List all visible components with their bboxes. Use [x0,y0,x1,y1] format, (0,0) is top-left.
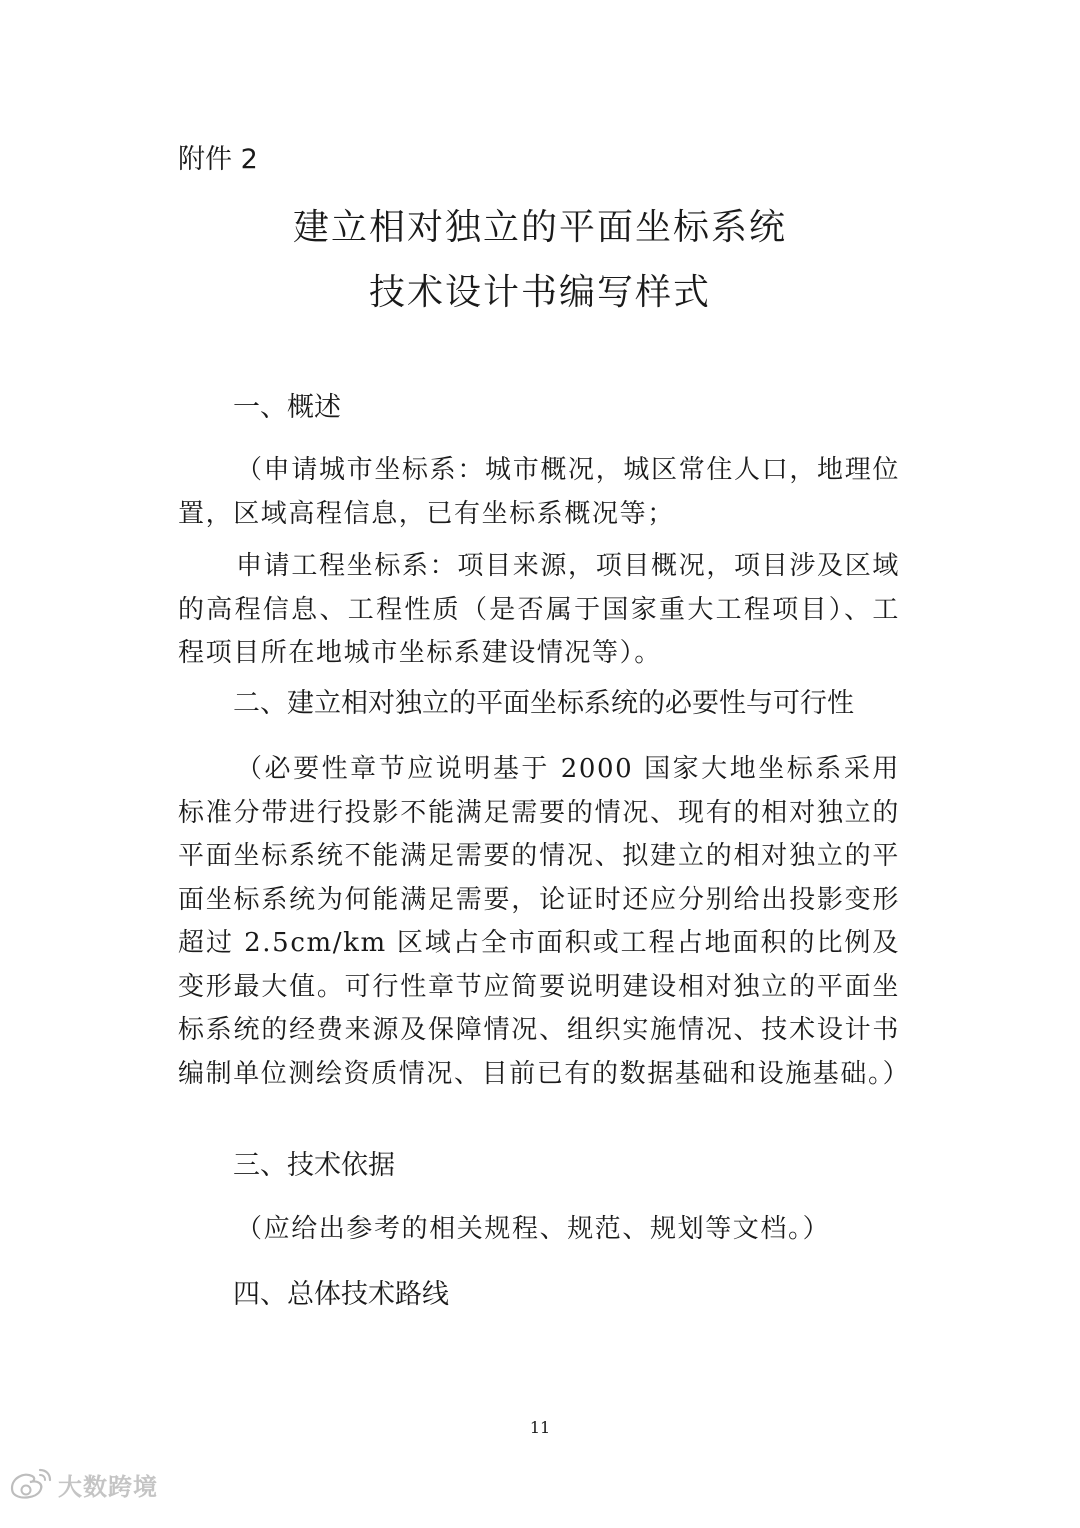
section-paragraph: 申请工程坐标系：项目来源，项目概况，项目涉及区域的高程信息、工程性质（是否属于国家重大工程项目）、工程项目所在地城市坐标系建设情况等）。 [178,551,900,668]
weibo-logo-icon [6,1464,54,1504]
watermark [6,1462,158,1506]
section-heading-technical-route: 四、总体技术路线 [233,1279,449,1310]
document-title-line-1: 建立相对独立的平面坐标系统 [292,207,787,248]
section-paragraph: （应给出参考的相关规程、规范、规划等文档。） [236,1214,831,1244]
section-paragraph: （必要性章节应说明基于 2000 国家大地坐标系采用标准分带进行投影不能满足需要的情况、现有的相对独立的平面坐标系统不能满足需要的情况、拟建立的相对独立的平面坐标系统为何能满足需要，论证时还应分别给出投影变形超过 2.5cm/km 区域占全市面积或工程占地面积的比例及变形最大值。可行性章节应简要说明建设相对独立的平面坐标系统的经费来源及保障情况、组织实施情况、技术设计书编制单位测绘资质情况、目前已有的数据基础和设施基础。） [178,754,911,1089]
section-heading-overview: 一、概述 [233,392,341,423]
section-heading-necessity: 二、建立相对独立的平面坐标系统的必要性与可行性 [233,688,854,719]
document-title-line-2: 技术设计书编写样式 [368,272,711,313]
section-heading-technical-basis: 三、技术依据 [233,1150,395,1181]
section-paragraph: （申请城市坐标系：城市概况，城区常住人口，地理位置，区域高程信息，已有坐标系概况等； [178,455,900,529]
watermark-text: 大数跨境 [58,1472,158,1501]
page-number: 11 [529,1418,551,1437]
attachment-label: 附件 2 [178,144,258,175]
